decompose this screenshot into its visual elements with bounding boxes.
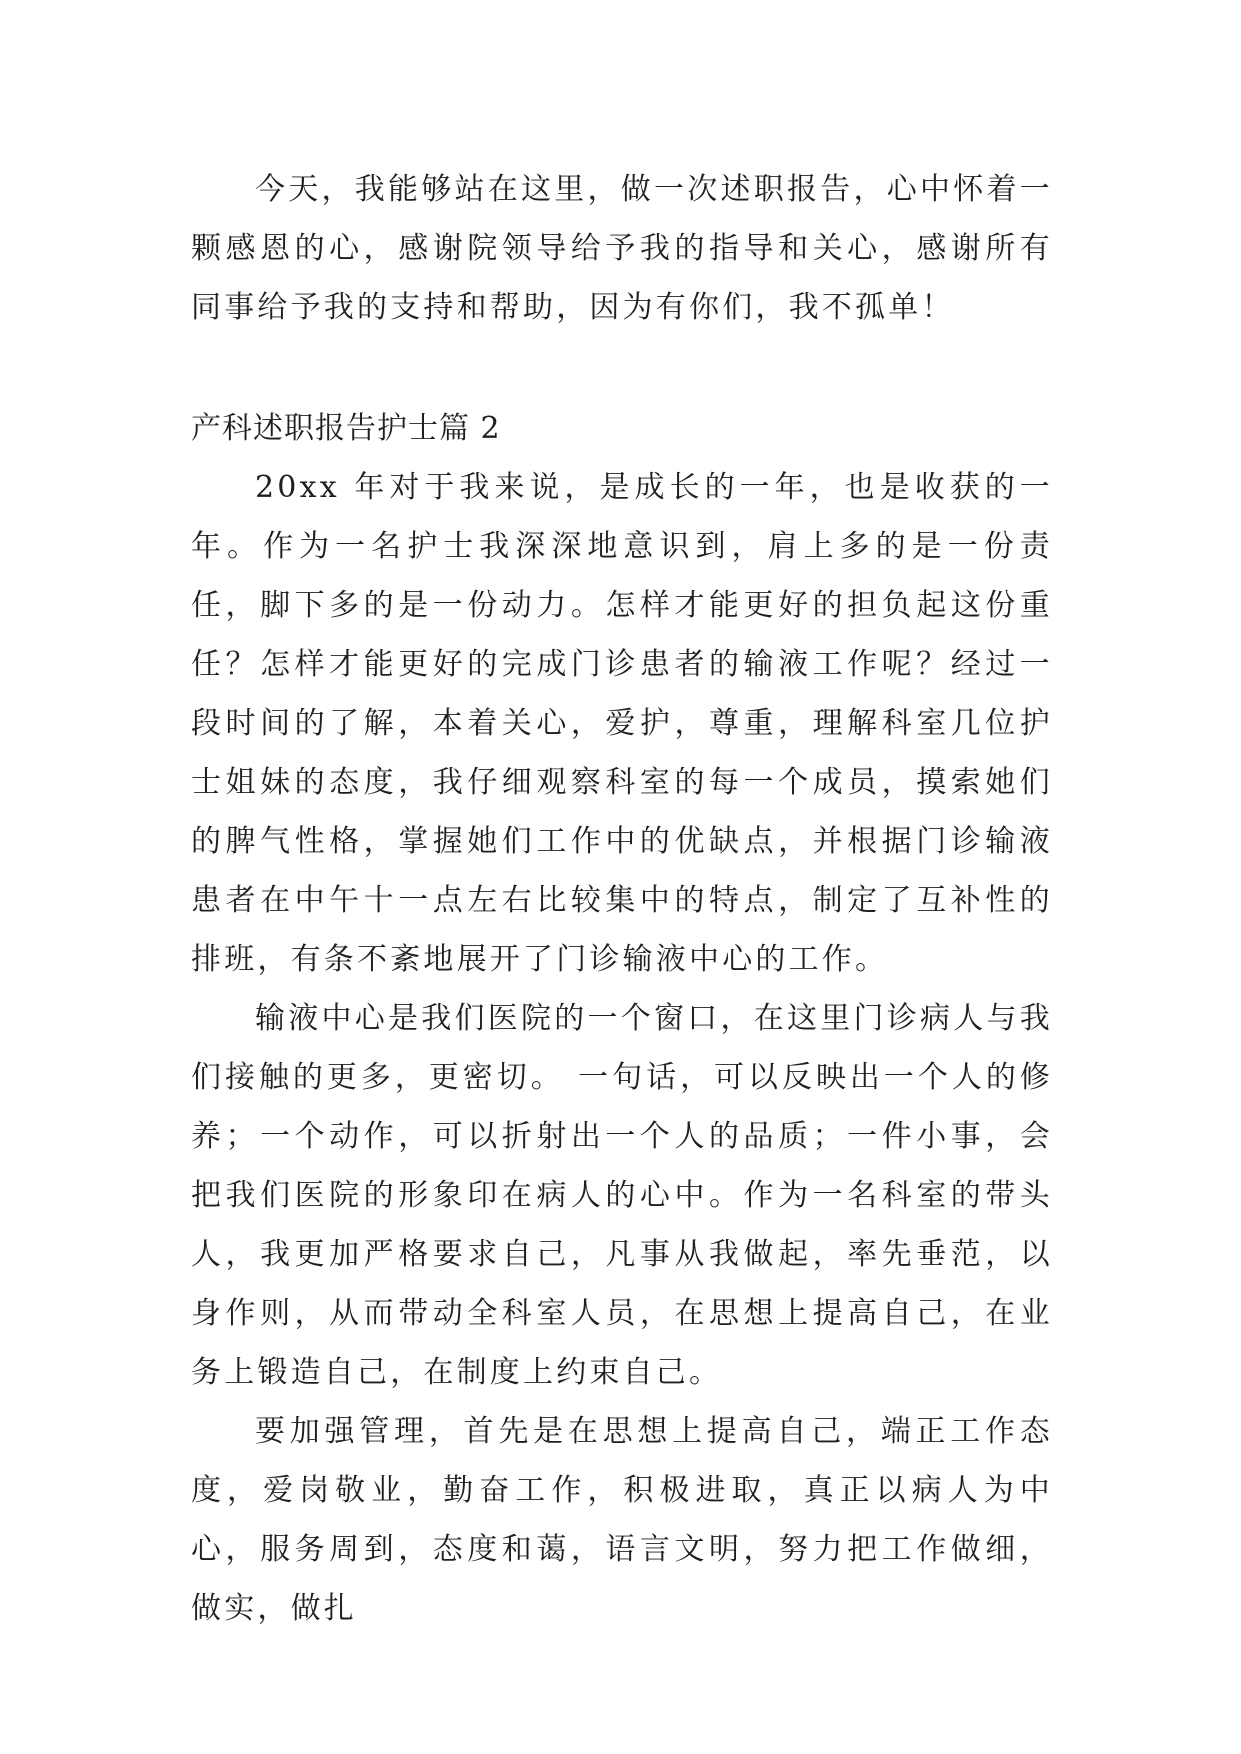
section-heading: 产科述职报告护士篇 2 — [191, 411, 501, 446]
body-paragraph-2: 输液中心是我们医院的一个窗口，在这里门诊病人与我们接触的更多，更密切。 一句话，可以反映出一个人的修养；一个动作，可以折射出一个人的品质；一件小事，会把我们医院的形象印在病人的心中。作为一名科室的带头人，我更加严格要求自己，凡事从我做起，率先垂范，以身作则，从而带动全科室人员，在思想上提高自己，在业务上锻造自己，在制度上约束自己。 — [191, 1001, 1053, 1390]
intro-paragraph: 今天，我能够站在这里，做一次述职报告，心中怀着一颗感恩的心，感谢院领导给予我的指导和关心，感谢所有同事给予我的支持和帮助，因为有你们，我不孤单！ — [191, 172, 1053, 325]
document-body — [191, 160, 1053, 1638]
paragraph-gap — [191, 337, 1053, 399]
body-paragraph-3: 要加强管理，首先是在思想上提高自己，端正工作态度，爱岗敬业，勤奋工作，积极进取，真正以病人为中心，服务周到，态度和蔼，语言文明，努力把工作做细，做实，做扎 — [191, 1414, 1053, 1626]
body-paragraph-1: 20xx 年对于我来说，是成长的一年，也是收获的一年。作为一名护士我深深地意识到，肩上多的是一份责任，脚下多的是一份动力。怎样才能更好的担负起这份重任？怎样才能更好的完成门诊患者的输液工作呢？经过一段时间的了解，本着关心，爱护，尊重，理解科室几位护士姐妹的态度，我仔细观察科室的每一个成员，摸索她们的脾气性格，掌握她们工作中的优缺点，并根据门诊输液患者在中午十一点左右比较集中的特点，制定了互补性的排班，有条不紊地展开了门诊输液中心的工作。 — [191, 470, 1053, 977]
